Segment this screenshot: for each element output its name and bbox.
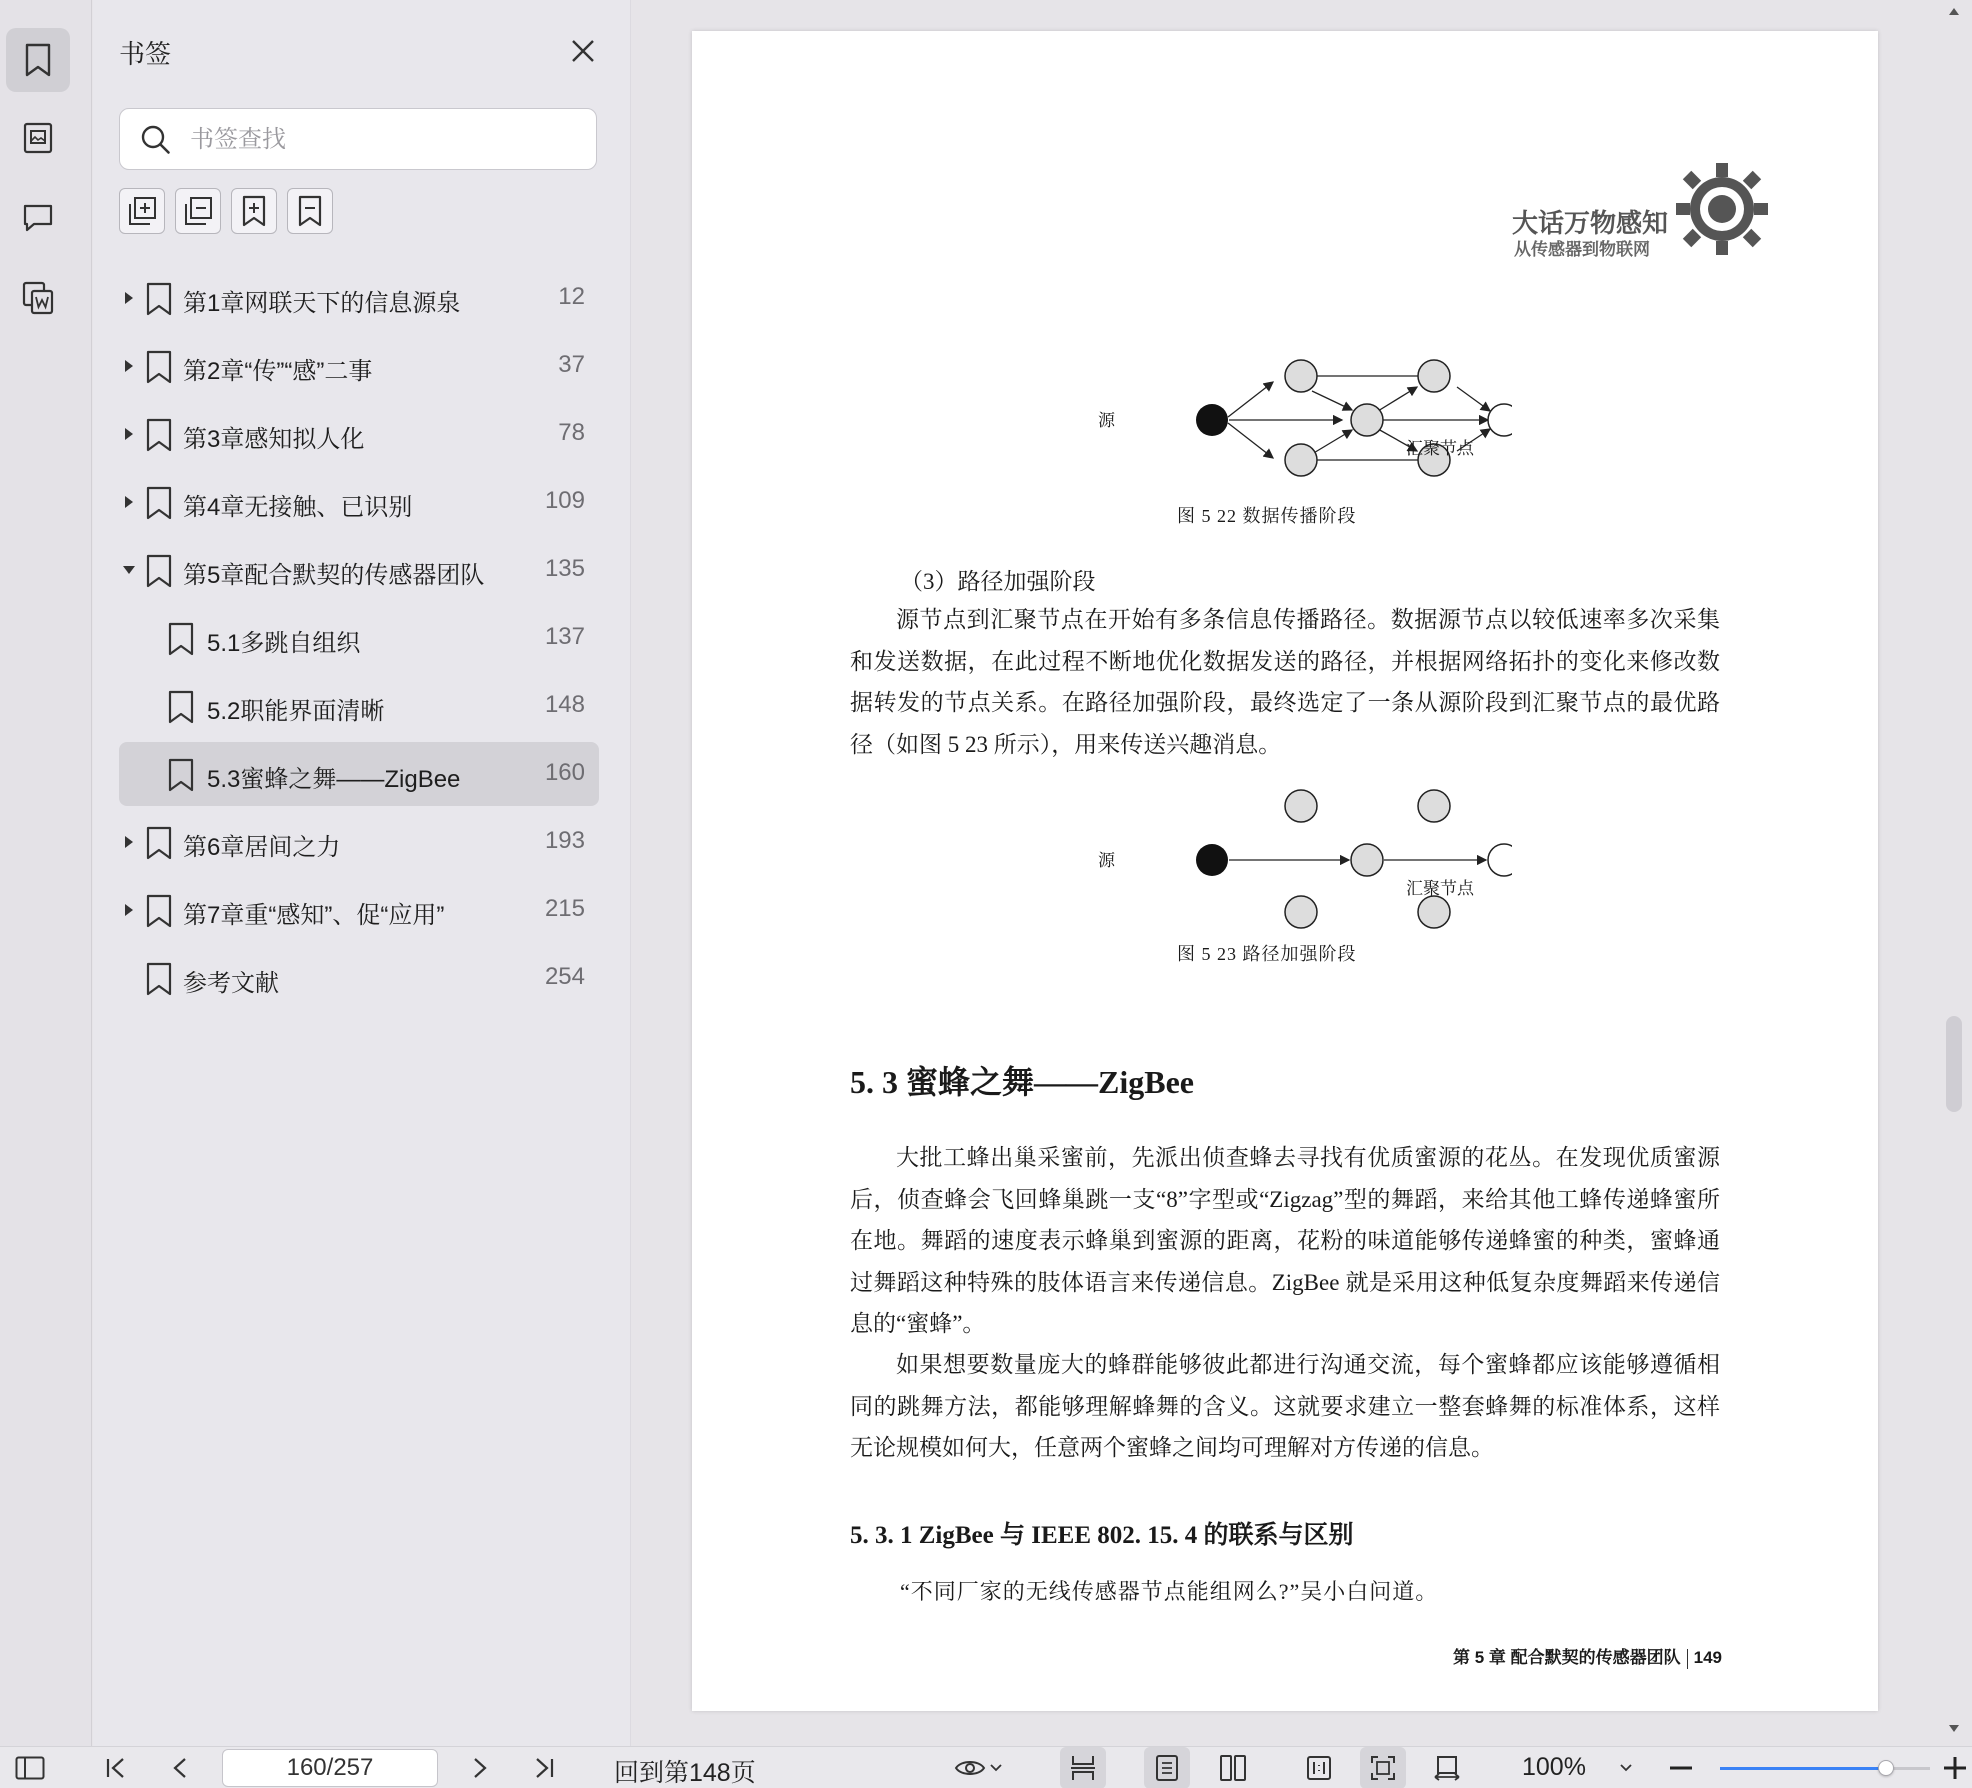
first-page-button[interactable] [98,1747,134,1788]
vertical-scrollbar[interactable] [1946,0,1972,1746]
bookmark-page-number: 12 [558,283,585,310]
book-logo-title: 大话万物感知 [1512,208,1669,238]
paragraph-bee-standard: 如果想要数量庞大的蜂群能够彼此都进行沟通交流，每个蜜蜂都应该能够遵循相同的跳舞方法，都能够理解蜂舞的含义。这就要求建立一整套蜂舞的标准体系，这样无论规模如何大，任意两个蜜蜂之间均可理解对方传递的信息。 [850,1352,1720,1460]
page-footer [1453,1643,1722,1669]
figure-data-propagation [1092,331,1512,491]
expand-all-button[interactable] [119,188,165,234]
fig2-caption: 图 5 23 路径加强阶段 [1177,944,1357,964]
plus-icon [1944,1757,1966,1779]
rail-thumbnails-button[interactable] [6,106,70,170]
zoom-level[interactable]: 100% [1522,1753,1586,1781]
collapse-all-icon [183,196,213,226]
add-bookmark-icon [240,195,268,227]
fig2-source-label: 源 [1098,851,1115,870]
single-page-button[interactable] [1144,1747,1190,1788]
expand-arrow-icon[interactable] [121,830,137,854]
bookmark-item[interactable] [119,810,599,874]
image-thumbnail-icon [23,122,53,154]
close-icon [571,39,595,63]
fit-width-icon [1433,1755,1461,1781]
bookmark-icon [167,690,195,724]
bookmark-icon [23,43,53,77]
first-page-icon [105,1756,127,1780]
bookmark-page-number: 78 [558,419,585,446]
bookmark-icon [145,554,173,588]
fit-page-button[interactable] [1360,1747,1406,1788]
fit-width-button[interactable] [1424,1747,1470,1788]
bookmark-item[interactable] [119,878,599,942]
bookmark-item[interactable] [119,674,599,738]
fig1-sink-label: 汇聚节点 [1406,439,1474,458]
zoom-slider-fill [1720,1767,1886,1770]
expand-all-icon [127,196,157,226]
chevron-left-icon [172,1756,188,1780]
bookmark-item[interactable] [119,946,599,1010]
rail-comments-button[interactable] [6,186,70,250]
two-page-icon [1219,1754,1247,1782]
bookmark-item[interactable] [119,402,599,466]
chevron-down-icon [990,1764,1002,1772]
collapse-all-button[interactable] [175,188,221,234]
subheading-path-reinforce: （3）路径加强阶段 [900,569,1096,594]
bookmark-icon [145,894,173,928]
sidebar-toggle-icon [15,1756,45,1780]
last-page-button[interactable] [526,1747,562,1788]
zoom-slider[interactable] [1720,1767,1930,1770]
bookmark-label: 第7章重“感知”、促“应用” [183,902,445,929]
figure-path-reinforcement [1092,771,1512,931]
bookmark-page-number: 160 [544,759,585,786]
view-mode-dropdown[interactable] [948,1747,1008,1788]
expand-arrow-icon[interactable] [121,354,137,378]
bookmark-page-number: 37 [558,351,585,378]
single-page-icon [1155,1754,1179,1782]
bookmark-label: 5.3蜜蜂之舞——ZigBee [207,766,461,793]
continuous-scroll-button[interactable] [1060,1747,1106,1788]
bookmark-item-selected[interactable] [119,742,599,806]
bookmark-page-number: 254 [544,963,585,990]
toggle-sidebar-button[interactable] [10,1747,50,1788]
word-convert-icon [22,281,54,315]
bookmark-label: 第6章居间之力 [183,834,341,861]
continuous-scroll-icon [1070,1754,1096,1782]
gear-logo-icon [1672,157,1772,257]
footer-page-number: 149 [1693,1648,1722,1667]
bookmark-page-number: 109 [544,487,585,514]
expand-arrow-icon[interactable] [121,898,137,922]
zoom-slider-knob[interactable] [1878,1760,1894,1776]
remove-bookmark-icon [296,195,324,227]
bookmark-item[interactable] [119,538,599,602]
actual-size-icon [1306,1755,1332,1781]
chevron-down-icon [1620,1764,1632,1772]
bookmark-search-input[interactable] [190,121,580,159]
panel-title: 书签 [119,39,172,69]
bookmark-icon [145,350,173,384]
eye-icon [954,1757,986,1779]
fit-page-icon [1370,1755,1396,1781]
two-page-button[interactable] [1210,1747,1256,1788]
scroll-up-icon[interactable] [1948,6,1960,16]
zoom-out-button[interactable] [1666,1747,1696,1788]
bookmark-item[interactable] [119,334,599,398]
bookmark-item[interactable] [119,470,599,534]
footer-chapter: 第 5 章 配合默契的传感器团队 [1453,1648,1681,1667]
add-bookmark-button[interactable] [231,188,277,234]
next-page-button[interactable] [462,1747,498,1788]
bookmark-label: 第2章“传”“感”二事 [183,358,373,385]
close-panel-button[interactable] [566,34,600,68]
search-icon [140,124,172,156]
collapse-arrow-icon[interactable] [121,558,137,582]
remove-bookmark-button[interactable] [287,188,333,234]
document-viewport[interactable] [632,0,1946,1746]
bottom-toolbar [0,1746,1972,1788]
paragraph-path-reinforce: 源节点到汇聚节点在开始有多条信息传播路径。数据源节点以较低速率多次采集和发送数据，在此过程不断地优化数据发送的路径，并根据网络拓扑的变化来修改数据转发的节点关系。在路径加强阶段，最终选定了一条从源阶段到汇聚节点的最优路径（如图 5 23 所示），用来传送兴趣消息。 [850,607,1720,757]
bookmark-page-number: 215 [544,895,585,922]
fig2-sink-label: 汇聚节点 [1406,879,1474,898]
subsection-heading: 5. 3. 1 ZigBee 与 IEEE 802. 15. 4 的联系与区别 [850,1522,1354,1549]
zoom-dropdown-button[interactable] [1614,1747,1638,1788]
document-page [692,31,1878,1711]
bookmarks-panel [93,0,631,1746]
fig1-source-label: 源 [1098,411,1115,430]
bookmark-icon [167,622,195,656]
bookmark-search-box [119,108,597,170]
quote-line: “不同厂家的无线传感器节点能组网么?”吴小白问道。 [900,1579,1439,1604]
bookmark-icon [145,418,173,452]
bookmark-icon [145,962,173,996]
scrollbar-thumb[interactable] [1946,1016,1962,1112]
previous-page-button[interactable] [162,1747,198,1788]
comment-icon [22,203,54,233]
bookmark-page-number: 137 [544,623,585,650]
fig1-caption: 图 5 22 数据传播阶段 [1177,506,1357,526]
bookmark-label: 第5章配合默契的传感器团队 [183,562,485,589]
chevron-right-icon [472,1756,488,1780]
bookmark-label: 参考文献 [183,970,279,997]
bookmark-label: 5.2职能界面清晰 [207,698,385,725]
minus-icon [1670,1766,1692,1770]
scroll-down-icon[interactable] [1948,1724,1960,1734]
expand-arrow-icon[interactable] [121,286,137,310]
bookmark-label: 第3章感知拟人化 [183,426,365,453]
rail-bookmarks-button[interactable] [6,28,70,92]
bookmark-icon [145,826,173,860]
book-logo-subtitle: 从传感器到物联网 [1514,240,1650,259]
bookmark-label: 5.1多跳自组织 [207,630,361,657]
bookmark-page-number: 135 [544,555,585,582]
bookmark-icon [145,486,173,520]
go-back-to-page-link[interactable]: 回到第148页 [614,1759,756,1787]
bookmark-icon [167,758,195,792]
bookmark-item[interactable] [119,606,599,670]
paragraph-bee-dance: 大批工蜂出巢采蜜前，先派出侦查蜂去寻找有优质蜜源的花丛。在发现优质蜜源后，侦查蜂会飞回蜂巢跳一支“8”字型或“Zigzag”型的舞蹈，来给其他工蜂传递蜂蜜所在地。舞蹈的速度表示蜂巢到蜜源的距离，花粉的味道能够传递蜂蜜的种类，蜜蜂通过舞蹈这种特殊的肢体语言来传递信息。ZigBee 就是采用这种低复杂度舞蹈来传递信息的“蜜蜂”。 [850,1145,1720,1336]
left-icon-rail [0,0,92,1746]
actual-size-button[interactable] [1296,1747,1342,1788]
zoom-in-button[interactable] [1940,1747,1970,1788]
expand-arrow-icon[interactable] [121,490,137,514]
page-number-input[interactable] [222,1749,438,1787]
section-heading: 5. 3 蜜蜂之舞——ZigBee [850,1064,1194,1100]
rail-convert-button[interactable] [6,266,70,330]
bookmark-label: 第1章网联天下的信息源泉 [183,290,461,317]
last-page-icon [533,1756,555,1780]
bookmark-page-number: 193 [544,827,585,854]
expand-arrow-icon[interactable] [121,422,137,446]
bookmark-page-number: 148 [544,691,585,718]
bookmark-item[interactable] [119,266,599,330]
bookmark-label: 第4章无接触、已识别 [183,494,413,521]
bookmark-icon [145,282,173,316]
